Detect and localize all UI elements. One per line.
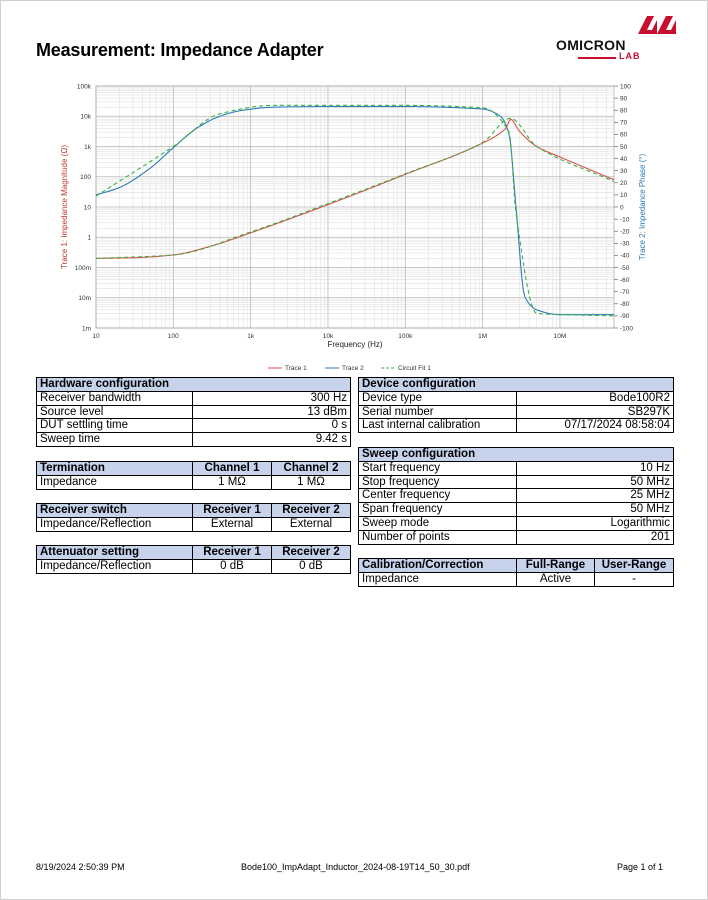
y-right-tick-label: 0 <box>620 204 624 212</box>
table-row <box>37 405 351 419</box>
sweep-label: Sweep mode <box>359 516 517 530</box>
sweep-label: Number of points <box>359 530 517 544</box>
calibration-table <box>358 558 674 587</box>
receiver-switch-label: Impedance/Reflection <box>37 517 193 531</box>
table-row <box>359 516 674 530</box>
footer-datetime: 8/19/2024 2:50:39 PM <box>36 862 125 872</box>
y-right-tick-label: 80 <box>620 107 628 115</box>
calibration-value: Active <box>517 572 595 586</box>
footer-filename: Bode100_ImpAdapt_Inductor_2024-08-19T14_50_30.pdf <box>241 862 470 872</box>
y-right-tick-label: 30 <box>620 168 628 175</box>
omicron-logo-mark-icon <box>638 14 676 40</box>
y-right-tick-label: 10 <box>620 192 628 200</box>
sweep-configuration-table <box>358 447 674 545</box>
y-right-tick-label: -30 <box>620 240 630 248</box>
y-right-tick-label: 40 <box>620 155 628 163</box>
termination-value: 1 MΩ <box>193 475 272 489</box>
y-left-tick-label: 1m <box>81 325 91 333</box>
x-tick-label: 100k <box>398 333 413 340</box>
y-right-tick-label: -10 <box>620 216 630 224</box>
table-row <box>359 503 674 517</box>
device-value: SB297K <box>517 405 674 419</box>
chart-svg <box>0 78 708 378</box>
device-label: Last internal calibration <box>359 419 517 433</box>
sweep-label: Span frequency <box>359 503 517 517</box>
attenuator-value: 0 dB <box>193 559 272 573</box>
calibration-value: - <box>595 572 674 586</box>
calibration-header: Calibration/Correction <box>359 559 517 573</box>
receiver-switch-value: External <box>193 517 272 531</box>
y-right-axis-label: Trace 2: Impedance Phase (°) <box>638 153 647 261</box>
y-right-tick-label: 60 <box>620 131 628 139</box>
receiver-switch-value: External <box>272 517 351 531</box>
receiver-switch-col1: Receiver 1 <box>193 504 272 518</box>
attenuator-label: Impedance/Reflection <box>37 559 193 573</box>
x-axis-label: Frequency (Hz) <box>327 340 383 349</box>
device-label: Serial number <box>359 405 517 419</box>
table-row <box>359 475 674 489</box>
y-right-tick-label: -70 <box>620 289 630 296</box>
sweep-value: 10 Hz <box>517 461 674 475</box>
y-left-tick-label: 100 <box>80 174 91 182</box>
legend-fit-label: Circuit Fit 1 <box>398 365 431 372</box>
termination-table <box>36 461 351 490</box>
y-right-tick-label: -100 <box>620 325 634 333</box>
sweep-value: Logarithmic <box>517 516 674 530</box>
hardware-value: 300 Hz <box>193 391 351 405</box>
y-right-tick-label: 20 <box>620 180 628 188</box>
device-value: 07/17/2024 08:58:04 <box>517 419 674 433</box>
x-tick-label: 10 <box>92 333 100 340</box>
receiver-switch-col2: Receiver 2 <box>272 504 351 518</box>
y-left-tick-label: 100k <box>76 83 91 91</box>
table-row <box>37 419 351 433</box>
device-header: Device configuration <box>359 378 674 392</box>
receiver-switch-table <box>36 503 351 532</box>
x-tick-label: 1k <box>247 333 255 340</box>
calibration-label: Impedance <box>359 572 517 586</box>
hardware-value: 13 dBm <box>193 405 351 419</box>
y-right-tick-label: 100 <box>620 83 631 91</box>
footer-page: Page 1 of 1 <box>617 862 664 872</box>
y-right-tick-label: -60 <box>620 276 630 284</box>
page-title: Measurement: Impedance Adapter <box>36 40 324 60</box>
hardware-value: 0 s <box>193 419 351 433</box>
table-row <box>359 572 674 586</box>
table-row <box>359 405 674 419</box>
termination-col2: Channel 2 <box>272 462 351 476</box>
y-right-tick-label: -80 <box>620 301 630 309</box>
table-row <box>359 391 674 405</box>
y-left-tick-label: 10 <box>83 204 91 212</box>
sweep-value: 50 MHz <box>517 475 674 489</box>
table-row <box>359 530 674 544</box>
sweep-header: Sweep configuration <box>359 448 674 462</box>
termination-value: 1 MΩ <box>272 475 351 489</box>
x-tick-label: 100 <box>167 333 179 340</box>
y-right-tick-label: -40 <box>620 252 630 260</box>
table-row <box>37 517 351 531</box>
y-left-axis-label: Trace 1: Impedance Magnitude (Ω) <box>60 145 69 269</box>
device-configuration-table <box>358 377 674 433</box>
hardware-label: DUT settling time <box>37 419 193 433</box>
table-row <box>37 559 351 573</box>
receiver-switch-header: Receiver switch <box>37 504 193 518</box>
y-right-tick-label: -20 <box>620 228 630 236</box>
y-left-tick-label: 10m <box>78 295 91 303</box>
attenuator-value: 0 dB <box>272 559 351 573</box>
device-value: Bode100R2 <box>517 391 674 405</box>
termination-col1: Channel 1 <box>193 462 272 476</box>
x-tick-label: 10M <box>553 333 567 340</box>
device-label: Device type <box>359 391 517 405</box>
table-row <box>37 433 351 447</box>
y-right-tick-label: 90 <box>620 95 628 103</box>
hardware-configuration-table <box>36 377 351 447</box>
y-left-tick-label: 10k <box>80 113 91 121</box>
hardware-label: Sweep time <box>37 433 193 447</box>
logo-divider <box>578 57 616 59</box>
y-left-tick-label: 1k <box>84 143 91 151</box>
logo-sub-text: LAB <box>619 51 641 61</box>
termination-label: Impedance <box>37 475 193 489</box>
attenuator-col2: Receiver 2 <box>272 546 351 560</box>
attenuator-header: Attenuator setting <box>37 546 193 560</box>
omicron-lab-logo <box>556 14 676 62</box>
legend-trace1-label: Trace 1 <box>285 365 307 372</box>
calibration-col1: Full-Range <box>517 559 595 573</box>
x-tick-label: 1M <box>478 333 488 340</box>
table-row <box>359 489 674 503</box>
y-right-tick-label: 70 <box>620 119 628 127</box>
sweep-value: 25 MHz <box>517 489 674 503</box>
hardware-value: 9.42 s <box>193 433 351 447</box>
y-left-tick-label: 100m <box>74 264 91 272</box>
impedance-chart <box>0 78 708 378</box>
sweep-value: 50 MHz <box>517 503 674 517</box>
calibration-col2: User-Range <box>595 559 674 573</box>
hardware-label: Source level <box>37 405 193 419</box>
attenuator-table <box>36 545 351 574</box>
table-row <box>359 419 674 433</box>
y-right-tick-label: -50 <box>620 264 630 272</box>
hardware-label: Receiver bandwidth <box>37 391 193 405</box>
table-row <box>359 461 674 475</box>
termination-header: Termination <box>37 462 193 476</box>
sweep-label: Center frequency <box>359 489 517 503</box>
sweep-value: 201 <box>517 530 674 544</box>
hardware-header: Hardware configuration <box>37 378 351 392</box>
logo-brand-text: OMICRON <box>556 37 626 53</box>
sweep-label: Stop frequency <box>359 475 517 489</box>
attenuator-col1: Receiver 1 <box>193 546 272 560</box>
x-tick-label: 10k <box>322 333 334 340</box>
sweep-label: Start frequency <box>359 461 517 475</box>
y-right-tick-label: -90 <box>620 313 630 321</box>
table-row <box>37 475 351 489</box>
table-row <box>37 391 351 405</box>
y-left-tick-label: 1 <box>87 234 91 242</box>
legend-trace2-label: Trace 2 <box>342 365 364 372</box>
y-right-tick-label: 50 <box>620 143 628 151</box>
